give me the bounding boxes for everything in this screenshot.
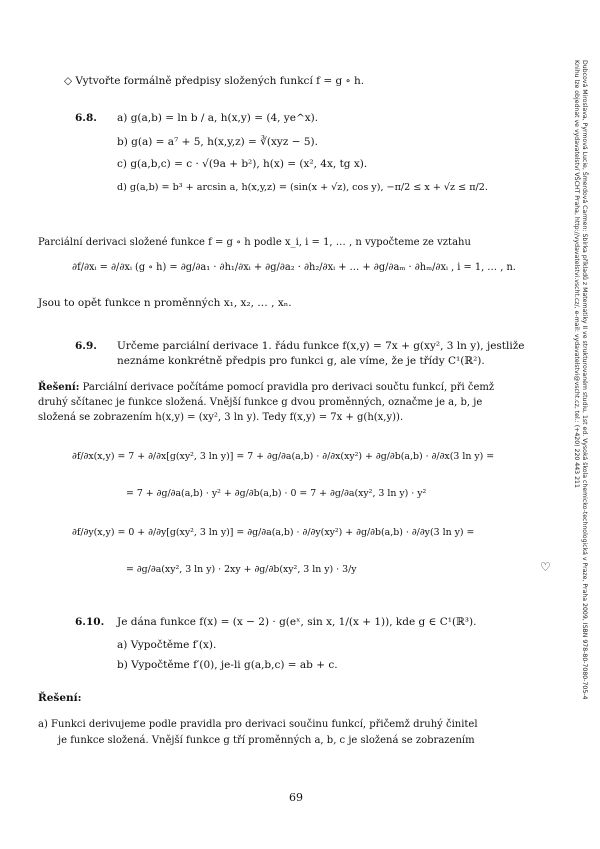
intro-line: ◇ Vytvořte formálně předpisy složených funkcí f = g ∘ h. xyxy=(64,75,365,87)
equation-df-dy-2: = ∂g/∂a(xy², 3 ln y) · 2xy + ∂g/∂b(xy², 3 ln y) · 3/y xyxy=(126,564,357,575)
exercise-6-8-number: 6.8. xyxy=(75,112,97,124)
exercise-6-10-b: b) Vypočtěme f′(0), je-li g(a,b,c) = ab + c. xyxy=(117,659,338,671)
exercise-6-9-line1: Určeme parciální derivace 1. řádu funkce f(x,y) = 7x + g(xy², 3 ln y), jestliže xyxy=(117,340,525,352)
solution-6-10-a-line2: je funkce složená. Vnější funkce g tří proměnných a, b, c je složená se zobrazením xyxy=(58,735,475,746)
partial-derivative-intro: Parciální derivaci složené funkce f = g ∘ h podle x_i, i = 1, … , n vypočteme ze vztahu xyxy=(38,237,471,248)
exercise-6-9-line2: neznáme konkrétně předpis pro funkci g, ale víme, že je třídy C¹(ℝ²). xyxy=(117,355,485,367)
equation-df-dy-1: ∂f/∂y(x,y) = 0 + ∂/∂y[g(xy², 3 ln y)] = ∂g/∂a(a,b) · ∂/∂y(xy²) + ∂g/∂b(a,b) · ∂/∂y(3 ln y) = xyxy=(72,527,475,538)
page-number: 69 xyxy=(289,791,303,804)
exercise-6-10-number: 6.10. xyxy=(75,616,105,628)
exercise-6-10-a: a) Vypočtěme f′(x). xyxy=(117,639,217,651)
n-variables-line: Jsou to opět funkce n proměnných x₁, x₂, … , xₙ. xyxy=(38,297,292,309)
equation-df-dx-2: = 7 + ∂g/∂a(a,b) · y² + ∂g/∂b(a,b) · 0 = 7 + ∂g/∂a(xy², 3 ln y) · y² xyxy=(126,488,427,499)
exercise-6-8-c: c) g(a,b,c) = c · √(9a + b²), h(x) = (x², 4x, tg x). xyxy=(117,158,368,170)
exercise-6-9-number: 6.9. xyxy=(75,340,97,352)
solution-6-9-line2: druhý sčítanec je funkce složená. Vnější funkce g dvou proměnných, označme je a, b, je xyxy=(38,397,483,408)
solution-6-9-text1: Parciální derivace počítáme pomocí pravidla pro derivaci součtu funkcí, při čemž xyxy=(79,382,495,393)
side-citation-line1: Dubcová Miroslava, Pyrmová Lucie, Šmerdová Carmen: Sbírka příkladů z Matematiky II ve strukturovaném studiu, 1st ed. Vysoká škola chemicko-technologická v Praze, Praha 2009, ISBN 978-80-7080-705-4 xyxy=(581,60,588,700)
end-of-solution-mark: ♡ xyxy=(540,560,551,574)
exercise-6-10-line: Je dána funkce f(x) = (x − 2) · g(eˣ, sin x, 1/(x + 1)), kde g ∈ C¹(ℝ³). xyxy=(117,616,477,628)
exercise-6-8-d: d) g(a,b) = b³ + arcsin a, h(x,y,z) = (sin(x + √z), cos y), −π/2 ≤ x + √z ≤ π/2. xyxy=(117,182,488,193)
solution-label: Řešení: xyxy=(38,382,80,393)
solution-6-10-a-line1: a) Funkci derivujeme podle pravidla pro derivaci součinu funkcí, přičemž druhý činitel xyxy=(38,719,478,730)
side-citation-line2: Knihu lze objednat ve vydavatelství VŠCHT Praha, http://vydavatelstvi.vscht.cz/, e-mail: vydavatelstvi@vscht.cz, tel.: (+420) 220 443 211 xyxy=(573,60,580,488)
equation-df-dx-1: ∂f/∂x(x,y) = 7 + ∂/∂x[g(xy², 3 ln y)] = 7 + ∂g/∂a(a,b) · ∂/∂x(xy²) + ∂g/∂b(a,b) · ∂/∂x(3 ln y) = xyxy=(72,451,495,462)
solution-6-9-line3: složená se zobrazením h(x,y) = (xy², 3 ln y). Tedy f(x,y) = 7x + g(h(x,y)). xyxy=(38,412,404,423)
chain-rule-formula: ∂f/∂xᵢ = ∂/∂xᵢ (g ∘ h) = ∂g/∂a₁ · ∂h₁/∂xᵢ + ∂g/∂a₂ · ∂h₂/∂xᵢ + … + ∂g/∂aₘ · ∂hₘ/∂xᵢ , i = 1, … , n. xyxy=(72,262,516,273)
solution-6-9-line1 xyxy=(38,381,494,395)
side-citation xyxy=(572,60,588,699)
exercise-6-8-b: b) g(a) = a⁷ + 5, h(x,y,z) = ∛(xyz − 5). xyxy=(117,136,318,148)
solution-6-10-label: Řešení: xyxy=(38,692,82,704)
exercise-6-8-a: a) g(a,b) = ln b / a, h(x,y) = (4, ye^x). xyxy=(117,112,319,124)
